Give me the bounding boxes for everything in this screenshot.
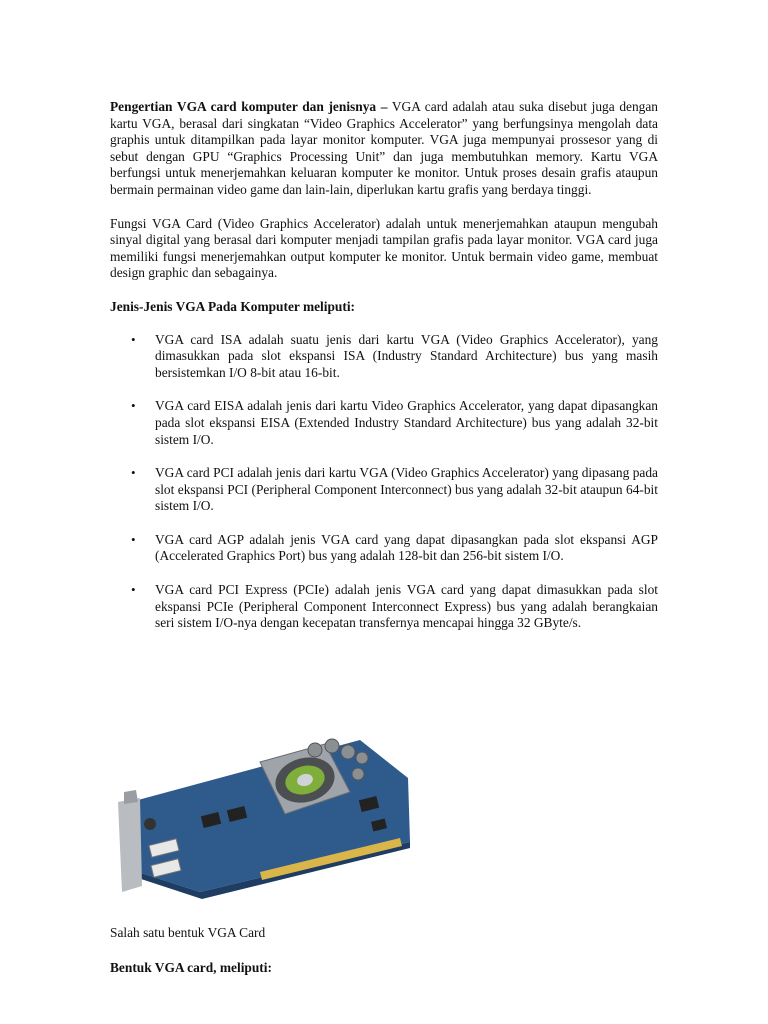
- capacitor: [325, 739, 339, 753]
- list-item: [110, 532, 658, 565]
- bentuk-heading: Bentuk VGA card, meliputi:: [110, 960, 272, 975]
- list-item-text: VGA card PCI adalah jenis dari kartu VGA (Video Graphics Accelerator) yang dipasang pada slot ekspansi PCI (Peripheral Component Interconnect) bus yang adalah 32-bit ataupun 64-bit sistem I/O.: [155, 465, 658, 514]
- intro-text: VGA card adalah atau suka disebut juga dengan kartu VGA, berasal dari singkatan “Video Graphics Accelerator” yang berfungsinya mengolah data graphis untuk ditampilkan pada layar monitor komputer. VGA juga mempunyai prossesor yang di sebut dengan GPU “Graphics Processing Unit” dan juga membutuhkan memory. Kartu VGA berfungsi untuk menerjemahkan keluaran komputer ke monitor. Untuk proses desain grafis ataupun bermain permainan video game dan lain-lain, diperlukan kartu grafis yang berdaya tinggi.: [110, 99, 658, 197]
- intro-title: Pengertian VGA card komputer dan jenisnya –: [110, 99, 388, 114]
- bullet-icon: •: [131, 531, 136, 547]
- metal-bracket: [118, 798, 142, 892]
- intro-paragraph: [110, 99, 658, 199]
- list-item: [110, 398, 658, 448]
- jenis-list: [110, 332, 658, 632]
- list-item: [110, 582, 658, 632]
- bracket-tab: [124, 790, 138, 804]
- bullet-icon: •: [131, 582, 136, 598]
- list-item: [110, 465, 658, 515]
- capacitor: [341, 745, 355, 759]
- capacitor: [308, 743, 322, 757]
- image-caption: Salah satu bentuk VGA Card: [110, 925, 266, 940]
- capacitor: [356, 752, 368, 764]
- document-body: [110, 99, 658, 649]
- fungsi-paragraph: Fungsi VGA Card (Video Graphics Accelerator) adalah untuk menerjemahkan ataupun mengubah sinyal digital yang berasal dari komputer menjadi tampilan grafis pada layar monitor. VGA card juga memiliki fungsi menerjemahkan output komputer ke monitor. Untuk bermain video game, membuat design graphic dan sebagainya.: [110, 215, 658, 281]
- list-item-text: VGA card EISA adalah jenis dari kartu Video Graphics Accelerator, yang dapat dipasangkan pada slot ekspansi EISA (Extended Industry Standard Architecture) bus yang adalah 32-bit sistem I/O.: [155, 398, 658, 447]
- jenis-heading: Jenis-Jenis VGA Pada Komputer meliputi:: [110, 298, 356, 314]
- bullet-icon: •: [131, 465, 136, 481]
- list-item-text: VGA card PCI Express (PCIe) adalah jenis VGA card yang dapat dimasukkan pada slot ekspansi PCIe (Peripheral Component Interconnect Express) bus yang adalah berangkaian seri sistem I/O-nya dengan kecepatan transfernya mencapai hingga 32 GByte/s.: [155, 582, 658, 631]
- list-item: [110, 332, 658, 382]
- vga-card-image: [110, 722, 418, 910]
- capacitor: [352, 768, 364, 780]
- bullet-icon: •: [131, 331, 136, 347]
- bullet-icon: •: [131, 398, 136, 414]
- list-item-text: VGA card AGP adalah jenis VGA card yang dapat dipasangkan pada slot ekspansi AGP (Accelerated Graphics Port) bus yang adalah 128-bit dan 256-bit sistem I/O.: [155, 531, 658, 564]
- svideo-port: [144, 818, 156, 830]
- list-item-text: VGA card ISA adalah suatu jenis dari kartu VGA (Video Graphics Accelerator), yang dimasukkan pada slot ekspansi ISA (Industry Standard Architecture) bus yang masih bersistemkan I/O 8-bit atau 16-bit.: [155, 331, 658, 380]
